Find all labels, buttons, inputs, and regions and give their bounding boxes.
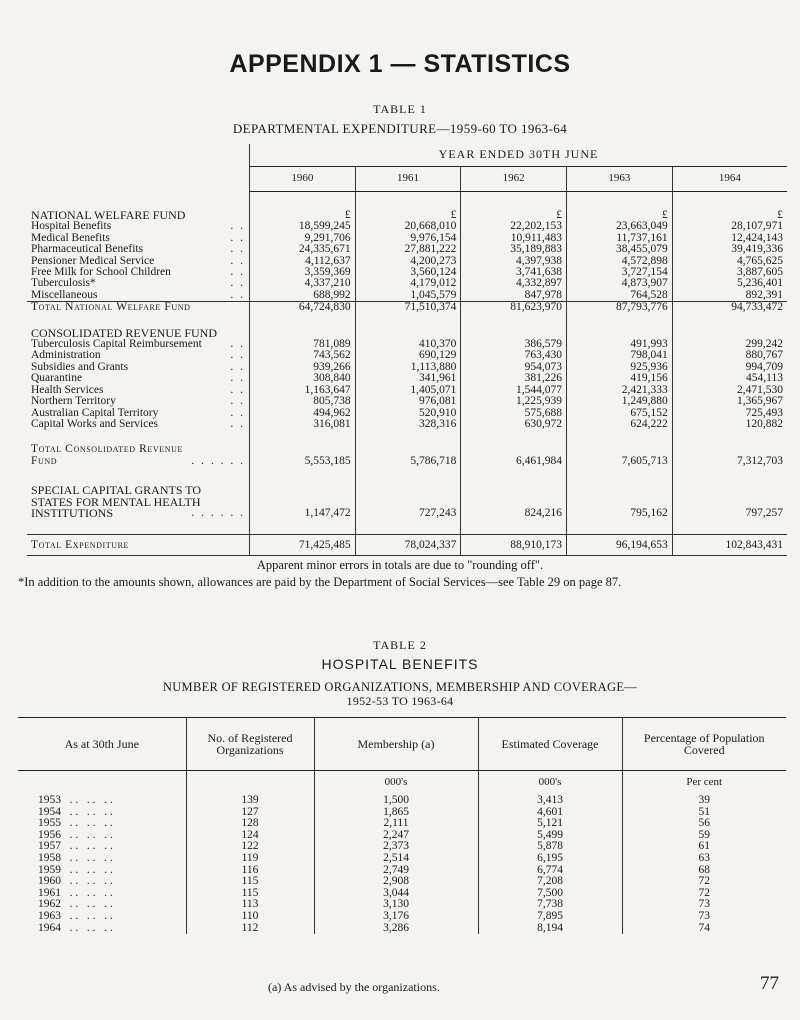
year-value: 1953 <box>38 794 61 807</box>
value-cell: 328,316 <box>355 419 461 430</box>
percent-cell: 51 <box>622 807 786 819</box>
value-cell: 4,332,897 <box>461 278 567 289</box>
table2-title: HOSPITAL BENEFITS <box>321 656 479 672</box>
grants-label: STATES FOR MENTAL HEALTH <box>31 494 201 509</box>
total-value: 96,194,653 <box>567 535 673 556</box>
percent-cell: 73 <box>622 911 786 923</box>
membership-cell: 2,247 <box>314 830 478 842</box>
value-cell: 797,257 <box>672 508 787 520</box>
grand-total-row <box>27 535 787 556</box>
column-header: Membership (a) <box>314 718 478 771</box>
coverage-cell: 7,500 <box>478 888 622 900</box>
rounding-note: Apparent minor errors in totals are due to "rounding off". <box>256 558 544 572</box>
leader-dots: . . <box>230 349 245 362</box>
year-column-header: 1964 <box>672 167 787 192</box>
row-label-text: Free Milk for School Children <box>31 266 171 279</box>
leader-dots: . . . . . . <box>191 506 245 519</box>
page-heading: APPENDIX 1 — STATISTICS <box>229 50 571 78</box>
total-value: 81,623,970 <box>461 302 567 314</box>
table2-subtitle: NUMBER OF REGISTERED ORGANIZATIONS, MEMBERSHIP AND COVERAGE— <box>162 680 638 694</box>
orgs-cell: 124 <box>186 830 314 842</box>
coverage-cell: 6,774 <box>478 865 622 877</box>
percent-cell: 72 <box>622 876 786 888</box>
value-cell: 18,599,245 <box>250 221 356 232</box>
value-cell: 892,391 <box>672 290 787 302</box>
value-cell: 690,129 <box>355 350 461 361</box>
currency-symbol: £ <box>250 210 356 221</box>
value-cell: 23,663,049 <box>567 221 673 232</box>
value-cell: 9,291,706 <box>250 233 356 244</box>
value-cell: 824,216 <box>461 508 567 520</box>
year-column-header: 1960 <box>250 167 356 192</box>
leader-dots: . . <box>230 220 245 233</box>
row-label-text: Tuberculosis Capital Reimbursement <box>31 338 202 351</box>
leader-dots: . . <box>230 277 245 290</box>
row-label-text: Quarantine <box>31 372 83 385</box>
value-cell: 954,073 <box>461 362 567 373</box>
value-cell: 925,936 <box>567 362 673 373</box>
value-cell: 3,741,638 <box>461 267 567 278</box>
value-cell: 630,972 <box>461 419 567 430</box>
tuberculosis-note: *In addition to the amounts shown, allowances are paid by the Department of Social Services—see Table 29 on page 87. <box>18 575 622 589</box>
year-value: 1954 <box>38 805 61 818</box>
value-cell: 1,163,647 <box>250 385 356 396</box>
coverage-cell: 8,194 <box>478 923 622 935</box>
row-label-text: Hospital Benefits <box>31 220 112 233</box>
leader-dots: . . <box>230 360 245 373</box>
leader-dots: . . . . . . <box>61 852 113 865</box>
table-row <box>27 419 787 430</box>
value-cell: 454,113 <box>672 373 787 384</box>
orgs-cell: 113 <box>186 899 314 911</box>
value-cell: 1,225,939 <box>461 396 567 407</box>
value-cell: 3,359,369 <box>250 267 356 278</box>
orgs-cell: 128 <box>186 818 314 830</box>
leader-dots: . . <box>230 406 245 419</box>
total-value: 5,553,185 <box>250 456 356 467</box>
value-cell: 4,179,012 <box>355 278 461 289</box>
leader-dots: . . . . . . <box>61 875 113 888</box>
value-cell: 764,528 <box>567 290 673 302</box>
value-cell: 341,961 <box>355 373 461 384</box>
total-value: 94,733,472 <box>672 302 787 314</box>
membership-cell: 2,111 <box>314 818 478 830</box>
membership-cell: 2,514 <box>314 853 478 865</box>
value-cell: 1,544,077 <box>461 385 567 396</box>
value-cell: 798,041 <box>567 350 673 361</box>
unit-label <box>186 771 314 796</box>
year-column-header: 1963 <box>567 167 673 192</box>
column-header: No. of Registered Organizations <box>186 718 314 771</box>
value-cell: 38,455,079 <box>567 244 673 255</box>
row-label-text: Capital Works and Services <box>31 417 158 430</box>
table-row <box>27 373 787 384</box>
value-cell: 939,266 <box>250 362 356 373</box>
row-label-text: Australian Capital Territory <box>31 406 159 419</box>
value-cell: 1,045,579 <box>355 290 461 302</box>
value-cell: 805,738 <box>250 396 356 407</box>
value-cell: 1,365,967 <box>672 396 787 407</box>
percent-cell: 74 <box>622 923 786 935</box>
value-cell: 419,156 <box>567 373 673 384</box>
value-cell: 2,471,530 <box>672 385 787 396</box>
value-cell: 11,737,161 <box>567 233 673 244</box>
leader-dots: . . . . . . <box>61 863 113 876</box>
row-label <box>27 419 250 430</box>
crf-total-row <box>27 456 787 467</box>
leader-dots: . . <box>230 243 245 256</box>
currency-symbol: £ <box>567 210 673 221</box>
leader-dots: . . . . . . <box>61 805 113 818</box>
value-cell: 39,419,336 <box>672 244 787 255</box>
value-cell: 976,081 <box>355 396 461 407</box>
value-cell: 35,189,883 <box>461 244 567 255</box>
value-cell: 5,236,401 <box>672 278 787 289</box>
value-cell: 847,978 <box>461 290 567 302</box>
total-value: 78,024,337 <box>355 535 461 556</box>
leader-dots: . . <box>230 383 245 396</box>
coverage-cell: 7,895 <box>478 911 622 923</box>
coverage-cell: 3,413 <box>478 795 622 807</box>
value-cell: 3,727,154 <box>567 267 673 278</box>
leader-dots: . . <box>230 231 245 244</box>
total-label: Total National Welfare Fund <box>27 302 250 314</box>
grants-label <box>27 505 250 520</box>
value-cell: 1,113,880 <box>355 362 461 373</box>
currency-symbol: £ <box>355 210 461 221</box>
value-cell: 1,405,071 <box>355 385 461 396</box>
membership-cell: 2,749 <box>314 865 478 877</box>
membership-cell: 3,130 <box>314 899 478 911</box>
year-cell <box>18 923 186 935</box>
total-value: 5,786,718 <box>355 456 461 467</box>
year-value: 1961 <box>38 886 61 899</box>
table1-title: DEPARTMENTAL EXPENDITURE—1959-60 TO 1963-64 <box>232 121 568 136</box>
orgs-cell: 115 <box>186 876 314 888</box>
unit-label: Per cent <box>622 771 786 796</box>
value-cell: 20,668,010 <box>355 221 461 232</box>
value-cell: 3,560,124 <box>355 267 461 278</box>
welfare-total-row <box>27 302 787 314</box>
membership-footnote: (a) As advised by the organizations. <box>268 980 440 994</box>
percent-cell: 61 <box>622 841 786 853</box>
table-row <box>18 876 786 888</box>
grants-label-end: INSTITUTIONS <box>31 505 113 520</box>
table-row <box>18 923 786 935</box>
membership-cell: 3,044 <box>314 888 478 900</box>
leader-dots: . . <box>230 254 245 267</box>
coverage-cell: 5,499 <box>478 830 622 842</box>
leader-dots: . . <box>230 266 245 279</box>
year-value: 1955 <box>38 817 61 830</box>
leader-dots: . . <box>230 338 245 351</box>
orgs-cell: 112 <box>186 923 314 935</box>
coverage-cell: 7,208 <box>478 876 622 888</box>
orgs-cell: 110 <box>186 911 314 923</box>
row-label-text: Subsidies and Grants <box>31 360 129 373</box>
grants-row <box>27 497 787 508</box>
row-label-text: Tuberculosis* <box>31 277 96 290</box>
value-cell: 4,337,210 <box>250 278 356 289</box>
leader-dots: . . . . . . <box>191 454 245 467</box>
year-ended-header: YEAR ENDED 30TH JUNE <box>250 144 788 167</box>
value-cell: 494,962 <box>250 408 356 419</box>
value-cell: 9,976,154 <box>355 233 461 244</box>
value-cell: 12,424,143 <box>672 233 787 244</box>
total-label: Total Expenditure <box>27 535 250 556</box>
leader-dots: . . . . . . <box>61 828 113 841</box>
orgs-cell: 122 <box>186 841 314 853</box>
percent-cell: 73 <box>622 899 786 911</box>
value-cell: 386,579 <box>461 339 567 350</box>
value-cell: 4,572,898 <box>567 256 673 267</box>
value-cell: 381,226 <box>461 373 567 384</box>
membership-cell: 2,373 <box>314 841 478 853</box>
value-cell: 3,887,605 <box>672 267 787 278</box>
orgs-cell: 139 <box>186 795 314 807</box>
column-header: Percentage of Population Covered <box>622 718 786 771</box>
value-cell: 410,370 <box>355 339 461 350</box>
table2-label: TABLE 2 <box>373 638 427 652</box>
total-label: Total Consolidated Revenue <box>31 443 183 456</box>
value-cell: 308,840 <box>250 373 356 384</box>
value-cell: 4,397,938 <box>461 256 567 267</box>
year-value: 1959 <box>38 863 61 876</box>
membership-cell: 2,908 <box>314 876 478 888</box>
row-label-text: Pensioner Medical Service <box>31 254 155 267</box>
value-cell: 994,709 <box>672 362 787 373</box>
currency-symbol: £ <box>461 210 567 221</box>
percent-cell: 39 <box>622 795 786 807</box>
leader-dots: . . <box>230 372 245 385</box>
table-row <box>27 339 787 350</box>
value-cell: 120,882 <box>672 419 787 430</box>
leader-dots: . . . . . . <box>61 840 113 853</box>
value-cell: 1,249,880 <box>567 396 673 407</box>
leader-dots: . . . . . . <box>61 886 113 899</box>
table-row <box>27 362 787 373</box>
crf-total-row <box>27 444 787 455</box>
membership-cell: 3,176 <box>314 911 478 923</box>
coverage-cell: 7,738 <box>478 899 622 911</box>
leader-dots: . . . . . . <box>61 794 113 807</box>
unit-label <box>18 771 186 796</box>
value-cell: 725,493 <box>672 408 787 419</box>
column-header: As at 30th June <box>18 718 186 771</box>
membership-cell: 1,865 <box>314 807 478 819</box>
table-row <box>27 221 787 232</box>
total-label-cont: Fund <box>31 454 58 467</box>
leader-dots: . . . . . . <box>61 898 113 911</box>
total-value: 102,843,431 <box>672 535 787 556</box>
year-value: 1963 <box>38 910 61 923</box>
percent-cell: 72 <box>622 888 786 900</box>
membership-cell: 3,286 <box>314 923 478 935</box>
value-cell: 316,081 <box>250 419 356 430</box>
coverage-cell: 4,601 <box>478 807 622 819</box>
page-number: 77 <box>760 973 779 994</box>
percent-cell: 59 <box>622 830 786 842</box>
value-cell: 520,910 <box>355 408 461 419</box>
year-value: 1964 <box>38 921 61 934</box>
value-cell: 688,992 <box>250 290 356 302</box>
total-value: 7,312,703 <box>672 456 787 467</box>
coverage-cell: 5,121 <box>478 818 622 830</box>
value-cell: 491,993 <box>567 339 673 350</box>
total-value: 71,425,485 <box>250 535 356 556</box>
leader-dots: . . . . . . <box>61 817 113 830</box>
year-column-header: 1961 <box>355 167 461 192</box>
row-label-text: Administration <box>31 349 101 362</box>
table-row <box>27 385 787 396</box>
membership-cell: 1,500 <box>314 795 478 807</box>
value-cell: 624,222 <box>567 419 673 430</box>
table-row <box>27 290 787 302</box>
value-cell: 24,335,671 <box>250 244 356 255</box>
total-value: 87,793,776 <box>567 302 673 314</box>
currency-symbol: £ <box>672 210 787 221</box>
row-label-text: Miscellaneous <box>31 288 98 301</box>
value-cell: 4,200,273 <box>355 256 461 267</box>
table-row <box>27 350 787 361</box>
table-row <box>18 853 786 865</box>
value-cell: 795,162 <box>567 508 673 520</box>
leader-dots: . . . . . . <box>61 910 113 923</box>
value-cell: 1,147,472 <box>250 508 356 520</box>
value-cell: 675,152 <box>567 408 673 419</box>
grants-row <box>27 508 787 520</box>
value-cell: 743,562 <box>250 350 356 361</box>
value-cell: 27,881,222 <box>355 244 461 255</box>
percent-cell: 63 <box>622 853 786 865</box>
year-value: 1962 <box>38 898 61 911</box>
row-label <box>27 290 250 302</box>
value-cell: 781,089 <box>250 339 356 350</box>
section-heading: NATIONAL WELFARE FUND <box>31 208 186 222</box>
value-cell: 4,873,907 <box>567 278 673 289</box>
orgs-cell: 115 <box>186 888 314 900</box>
leader-dots: . . <box>230 417 245 430</box>
unit-label: 000's <box>314 771 478 796</box>
value-cell: 4,112,637 <box>250 256 356 267</box>
year-value: 1956 <box>38 828 61 841</box>
row-label-text: Health Services <box>31 383 104 396</box>
leader-dots: . . . . . . <box>61 921 113 934</box>
unit-label: 000's <box>478 771 622 796</box>
hospital-benefits-table <box>18 717 786 934</box>
row-label-text: Pharmaceutical Benefits <box>31 243 144 256</box>
percent-cell: 68 <box>622 865 786 877</box>
row-label-text: Medical Benefits <box>31 231 110 244</box>
total-label <box>27 456 250 467</box>
coverage-cell: 6,195 <box>478 853 622 865</box>
value-cell: 28,107,971 <box>672 221 787 232</box>
total-value: 64,724,830 <box>250 302 356 314</box>
value-cell: 299,242 <box>672 339 787 350</box>
column-header: Estimated Coverage <box>478 718 622 771</box>
year-column-header: 1962 <box>461 167 567 192</box>
year-value: 1960 <box>38 875 61 888</box>
table-row <box>18 795 786 807</box>
expenditure-table <box>27 144 787 556</box>
table-row <box>18 911 786 923</box>
section-heading: CONSOLIDATED REVENUE FUND <box>31 325 217 340</box>
total-value: 88,910,173 <box>461 535 567 556</box>
leader-dots: . . <box>230 288 245 301</box>
grants-label: SPECIAL CAPITAL GRANTS TO <box>31 483 202 498</box>
orgs-cell: 119 <box>186 853 314 865</box>
leader-dots: . . <box>230 395 245 408</box>
orgs-cell: 116 <box>186 865 314 877</box>
value-cell: 4,765,625 <box>672 256 787 267</box>
table2-subtitle-years: 1952-53 TO 1963-64 <box>346 694 454 708</box>
year-value: 1958 <box>38 852 61 865</box>
value-cell: 763,430 <box>461 350 567 361</box>
orgs-cell: 127 <box>186 807 314 819</box>
value-cell: 880,767 <box>672 350 787 361</box>
total-value: 7,605,713 <box>567 456 673 467</box>
value-cell: 2,421,333 <box>567 385 673 396</box>
value-cell: 22,202,153 <box>461 221 567 232</box>
coverage-cell: 5,878 <box>478 841 622 853</box>
value-cell: 10,911,483 <box>461 233 567 244</box>
value-cell: 727,243 <box>355 508 461 520</box>
value-cell: 575,688 <box>461 408 567 419</box>
year-value: 1957 <box>38 840 61 853</box>
table-row <box>27 278 787 289</box>
row-label-text: Northern Territory <box>31 395 116 408</box>
total-value: 6,461,984 <box>461 456 567 467</box>
table-row <box>27 267 787 278</box>
table1-label: TABLE 1 <box>373 102 427 116</box>
total-value: 71,510,374 <box>355 302 461 314</box>
percent-cell: 56 <box>622 818 786 830</box>
